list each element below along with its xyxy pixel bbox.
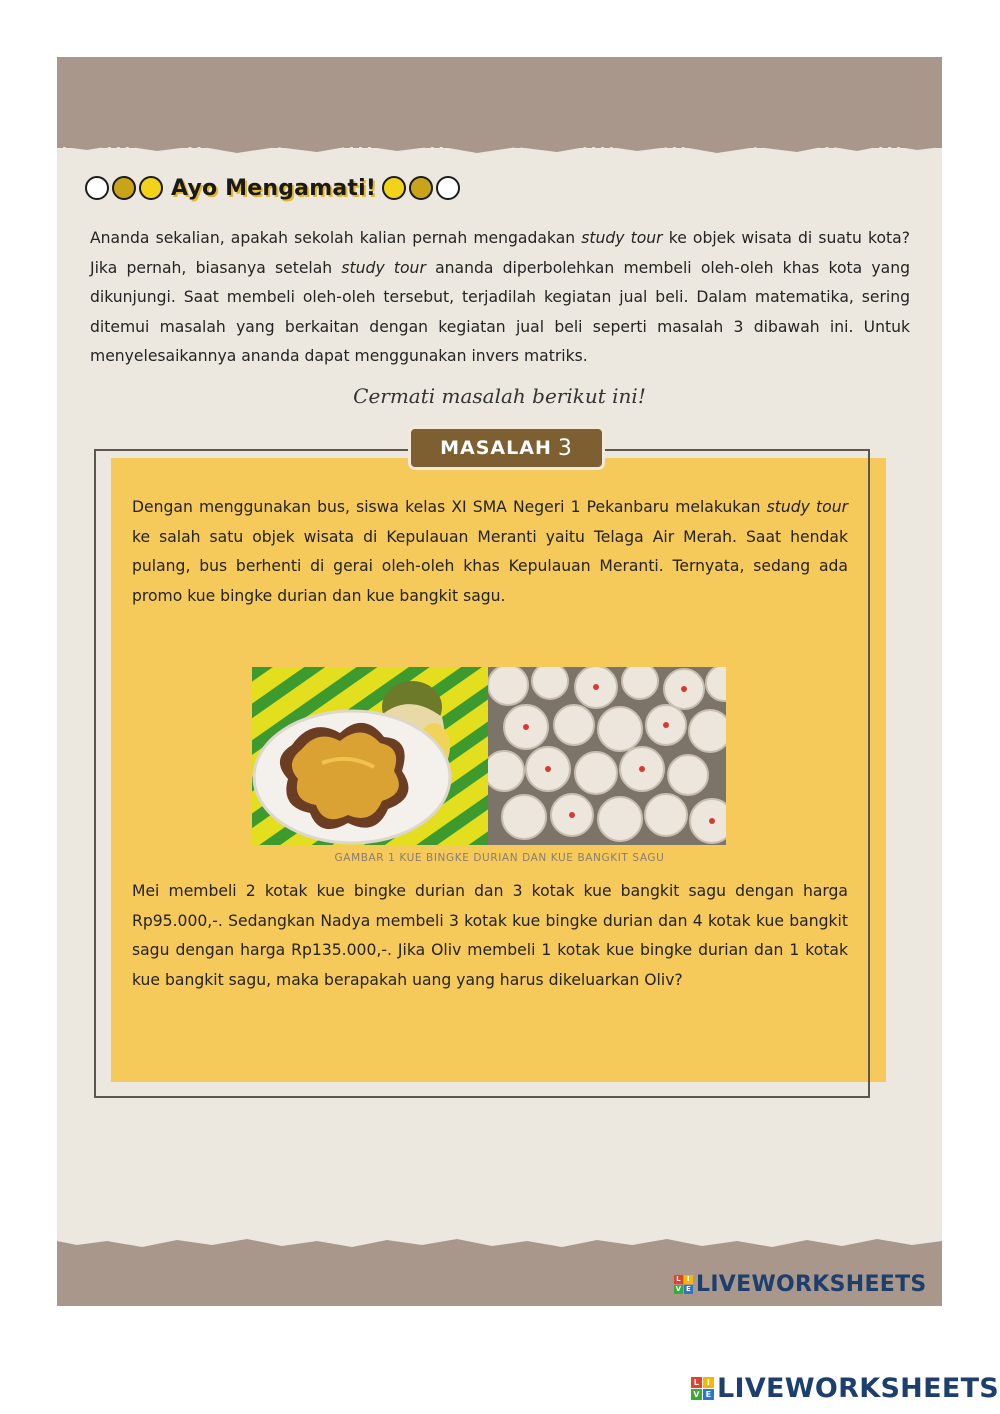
top-torn-edge — [57, 127, 942, 161]
circle-icon — [436, 176, 460, 200]
liveworksheets-logo-icon: L I V E — [691, 1377, 714, 1400]
intro-emphasis: study tour — [581, 229, 663, 247]
brand-watermark-inner — [674, 1272, 927, 1297]
intro-emphasis: study tour — [341, 258, 426, 277]
problem-text: ke salah satu objek wisata di Kepulauan Meranti yaitu Telaga Air Merah. Saat hendak pulang, bus berhenti di gerai oleh-oleh khas Kepulauan Meranti. Ternyata, sedang ada promo kue bingke durian dan kue bangkit sagu. — [132, 527, 848, 605]
section-heading — [85, 170, 463, 206]
brand-name: LIVEWORKSHEETS — [717, 1373, 1000, 1404]
intro-paragraph — [90, 224, 910, 372]
intro-text: ananda diperbolehkan membeli oleh-oleh khas kota yang dikunjungi. Saat membeli oleh-oleh tersebut, terjadilah kegiatan jual beli. Dalam matematika, sering ditemui masalah yang berkaitan dengan kegiatan jual beli seperti masalah 3 dibawah ini. Untuk menyelesaikannya ananda dapat menggunakan invers matriks. — [90, 258, 910, 365]
top-stitch-line — [57, 145, 942, 148]
brand-name: LIVEWORKSHEETS — [696, 1272, 927, 1297]
problem-paragraph-2: Mei membeli 2 kotak kue bingke durian dan 3 kotak kue bangkit sagu dengan harga Rp95.000,-. Sedangkan Nadya membeli 3 kotak kue bingke durian dan 4 kotak kue bangkit sagu dengan harga Rp135.000,-. Jika Oliv membeli 1 kotak kue bingke durian dan 1 kotak kue bangkit sagu, maka berapakah uang yang harus dikeluarkan Oliv? — [132, 882, 848, 989]
subtitle: Cermati masalah berikut ini! — [353, 384, 646, 408]
liveworksheets-logo-icon: L I V E — [675, 1275, 692, 1293]
bottom-stitch-line — [57, 1255, 942, 1258]
problem-text: Dengan menggunakan bus, siswa kelas XI SMA Negeri 1 Pekanbaru melakukan — [132, 498, 767, 516]
bingke-durian-photo — [252, 667, 488, 845]
circle-icon — [112, 176, 136, 200]
brand-watermark — [691, 1373, 999, 1404]
problem-tag-number: 3 — [557, 435, 573, 461]
intro-text: Ananda sekalian, apakah sekolah kalian pernah mengadakan — [90, 229, 582, 247]
image-caption: GAMBAR 1 KUE BINGKE DURIAN DAN KUE BANGKIT SAGU — [334, 852, 665, 864]
circle-icon — [409, 176, 433, 200]
worksheet-page — [57, 57, 942, 1306]
problem-tag — [408, 426, 605, 470]
circle-icon — [85, 176, 109, 200]
bangkit-sagu-photo — [488, 667, 726, 845]
heading-title: Ayo Mengamati! — [171, 175, 377, 201]
problem-tag-label: MASALAH — [440, 437, 552, 459]
circle-icon — [139, 176, 163, 200]
problem-paragraph-1 — [132, 493, 848, 611]
circle-icon — [382, 176, 406, 200]
problem-emphasis: study tour — [766, 498, 848, 516]
intro-text: ke objek wisata di suatu kota? Jika pernah, biasanya setelah — [90, 229, 910, 277]
